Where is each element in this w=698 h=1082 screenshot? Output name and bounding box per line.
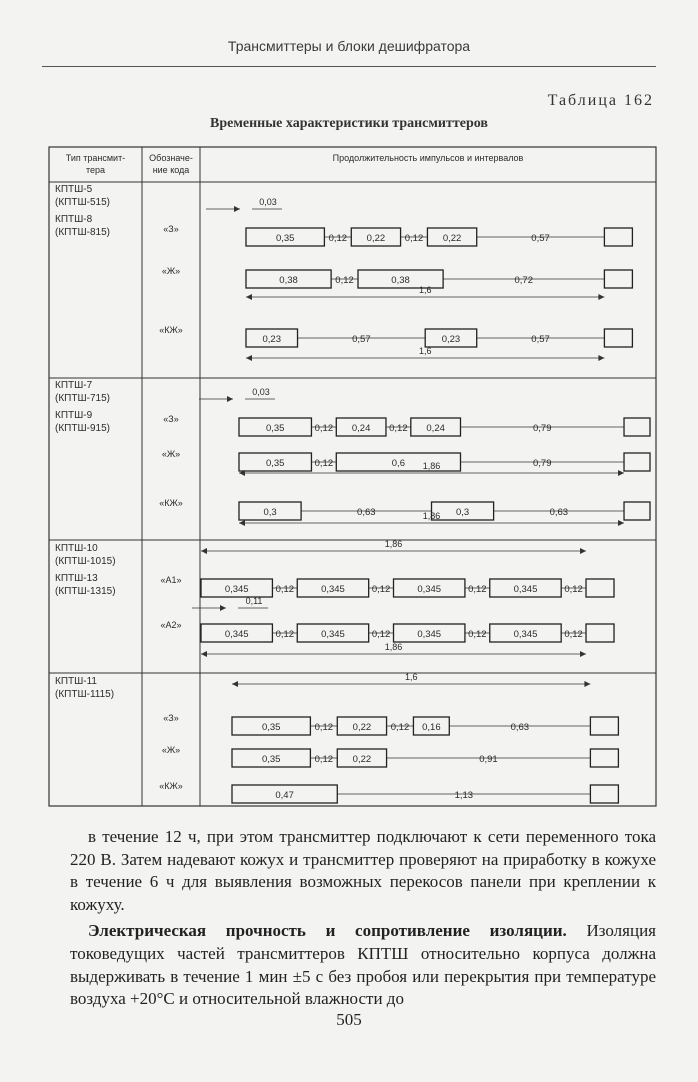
pulse-duration: 0,35	[261, 722, 281, 733]
interval-duration: 0,12	[275, 629, 295, 640]
interval-duration: 1,13	[454, 790, 474, 801]
pulse-duration: 0,35	[261, 754, 281, 765]
interval-duration: 0,79	[533, 458, 552, 469]
interval-duration: 0,12	[371, 584, 391, 595]
pulse-duration: 0,3	[455, 507, 470, 518]
column-header-code: ние кода	[152, 165, 190, 175]
running-header: Трансмиттеры и блоки дешифратора	[227, 38, 471, 54]
next-cycle-pulse	[624, 453, 650, 471]
period-dimension-arrow	[580, 651, 586, 657]
next-cycle-pulse	[590, 749, 618, 767]
column-header-type: тера	[85, 165, 106, 175]
paragraph-2	[70, 920, 656, 1010]
code-label: «КЖ»	[159, 325, 183, 335]
next-cycle-pulse	[590, 717, 618, 735]
pulse-duration: 0,35	[265, 458, 285, 469]
interval-duration: 0,12	[371, 629, 391, 640]
pulse-duration: 0,24	[426, 423, 445, 434]
transmitter-type: КПТШ-8	[55, 214, 93, 225]
offset-label: 0,11	[245, 596, 263, 606]
code-label: «З»	[163, 224, 179, 234]
interval-duration: 0,72	[514, 275, 534, 286]
transmitter-type: (КПТШ-1115)	[55, 689, 115, 700]
period-dimension-arrow	[201, 651, 207, 657]
transmitter-type: (КПТШ-1015)	[55, 556, 116, 567]
period-dimension-arrow	[598, 355, 604, 361]
interval-duration: 0,12	[389, 423, 408, 434]
top-period-dimension-arrow	[232, 681, 238, 687]
interval-duration: 0,57	[531, 233, 550, 244]
pulse-duration: 0,22	[442, 233, 462, 244]
next-cycle-pulse	[624, 418, 650, 436]
offset-label: 0,03	[252, 387, 270, 397]
transmitter-type: КПТШ-11	[55, 676, 97, 687]
body-text	[70, 826, 656, 1011]
pulse-duration: 0,23	[441, 334, 461, 345]
pulse-duration: 0,35	[275, 233, 295, 244]
offset-arrow	[234, 206, 240, 212]
top-period-dimension-arrow	[584, 681, 590, 687]
page-number: 505	[336, 1010, 362, 1029]
interval-duration: 0,12	[314, 722, 334, 733]
offset-arrow	[227, 396, 233, 402]
period-dimension-label: 1,86	[422, 461, 441, 471]
table-title: Временные характеристики трансмиттеров	[210, 116, 488, 131]
pulse-duration: 0,345	[224, 629, 249, 640]
transmitter-type: КПТШ-10	[55, 543, 98, 554]
interval-duration: 0,91	[479, 754, 498, 765]
interval-duration: 0,12	[404, 233, 424, 244]
pulse-duration: 0,38	[391, 275, 410, 286]
column-header-duration: Продолжительность импульсов и интервалов	[332, 153, 524, 163]
next-cycle-pulse	[586, 579, 614, 597]
pulse-duration: 0,3	[263, 507, 277, 518]
period-dimension-arrow	[246, 294, 252, 300]
interval-duration: 0,12	[564, 629, 583, 640]
interval-duration: 0,12	[314, 423, 334, 434]
top-period-dimension-label: 1,86	[384, 539, 403, 549]
code-label: «КЖ»	[159, 498, 183, 508]
code-label: «А1»	[160, 575, 182, 585]
period-dimension-arrow	[598, 294, 604, 300]
code-label: «Ж»	[161, 745, 181, 755]
pulse-duration: 0,35	[265, 423, 285, 434]
transmitter-type: (КПТШ-1315)	[55, 586, 116, 597]
next-cycle-pulse	[586, 624, 614, 642]
pulse-duration: 0,22	[366, 233, 386, 244]
period-dimension-arrow	[618, 470, 624, 476]
pulse-duration: 0,16	[422, 722, 441, 733]
period-dimension-arrow	[239, 520, 245, 526]
top-period-dimension-label: 1,6	[404, 672, 418, 682]
transmitter-type: КПТШ-7	[55, 380, 93, 391]
paragraph-1: в течение 12 ч, при этом трансмиттер подключают к сети переменного тока 220 В. Затем надевают кожух и трансмиттер проверяют на приработку в кожухе в течение 6 ч для выявления возможных перекосов панели при креплении к кожуху.	[70, 827, 656, 914]
pulse-duration: 0,47	[275, 790, 294, 801]
offset-arrow	[220, 605, 226, 611]
code-label: «Ж»	[161, 266, 181, 276]
interval-duration: 0,12	[564, 584, 583, 595]
code-label: «А2»	[160, 620, 182, 630]
pulse-duration: 0,345	[321, 584, 345, 595]
pulse-duration: 0,345	[417, 629, 442, 640]
period-dimension-arrow	[618, 520, 624, 526]
interval-duration: 0,63	[549, 507, 569, 518]
pulse-duration: 0,38	[279, 275, 298, 286]
next-cycle-pulse	[590, 785, 618, 803]
next-cycle-pulse	[604, 270, 632, 288]
pulse-duration: 0,22	[352, 754, 372, 765]
transmitter-type: (КПТШ-515)	[55, 197, 110, 208]
transmitter-type: (КПТШ-815)	[55, 227, 110, 238]
period-dimension-label: 1,6	[418, 346, 432, 356]
pulse-duration: 0,345	[417, 584, 442, 595]
interval-duration: 0,79	[533, 423, 552, 434]
code-label: «З»	[163, 713, 179, 723]
pulse-duration: 0,345	[513, 629, 538, 640]
column-header-type: Тип трансмит-	[65, 153, 126, 163]
offset-label: 0,03	[259, 197, 277, 207]
next-cycle-pulse	[604, 228, 632, 246]
interval-duration: 0,12	[328, 233, 348, 244]
pulse-duration: 0,22	[352, 722, 372, 733]
paragraph-2-heading: Электрическая прочность и сопротивление изоляции.	[88, 921, 567, 941]
interval-duration: 0,12	[390, 722, 410, 733]
top-period-dimension-arrow	[580, 548, 586, 554]
next-cycle-pulse	[604, 329, 632, 347]
period-dimension-arrow	[246, 355, 252, 361]
interval-duration: 0,12	[275, 584, 295, 595]
code-label: «Ж»	[161, 449, 181, 459]
top-period-dimension-arrow	[201, 548, 207, 554]
code-label: «КЖ»	[159, 781, 183, 791]
pulse-duration: 0,6	[391, 458, 405, 469]
transmitter-type: КПТШ-5	[55, 184, 93, 195]
interval-duration: 0,12	[314, 458, 334, 469]
table-number: Таблица 162	[547, 92, 654, 109]
transmitter-type: КПТШ-9	[55, 410, 93, 421]
period-dimension-label: 1,6	[418, 285, 432, 295]
column-header-code: Обозначе-	[149, 153, 193, 163]
pulse-duration: 0,345	[321, 629, 345, 640]
interval-duration: 0,12	[468, 629, 487, 640]
interval-duration: 0,12	[335, 275, 354, 286]
period-dimension-label: 1,86	[422, 511, 441, 521]
interval-duration: 0,12	[314, 754, 334, 765]
transmitter-type: КПТШ-13	[55, 573, 98, 584]
interval-duration: 0,63	[357, 507, 376, 518]
next-cycle-pulse	[624, 502, 650, 520]
transmitter-type: (КПТШ-915)	[55, 423, 110, 434]
pulse-duration: 0,24	[351, 423, 371, 434]
pulse-duration: 0,345	[224, 584, 249, 595]
paragraph-2-text: Изоляция токоведущих частей трансмиттеров КПТШ относительно корпуса должна выдерживать в течение 1 мин ±5 с без пробоя или перекрытия при температуре воздуха +20°С и относительной влажности до	[70, 921, 656, 1009]
interval-duration: 0,63	[510, 722, 530, 733]
interval-duration: 0,57	[531, 334, 550, 345]
interval-duration: 0,57	[352, 334, 371, 345]
period-dimension-label: 1,86	[384, 642, 403, 652]
pulse-duration: 0,345	[513, 584, 538, 595]
pulse-duration: 0,23	[262, 334, 282, 345]
code-label: «З»	[163, 414, 179, 424]
transmitter-type: (КПТШ-715)	[55, 393, 110, 404]
interval-duration: 0,12	[468, 584, 487, 595]
